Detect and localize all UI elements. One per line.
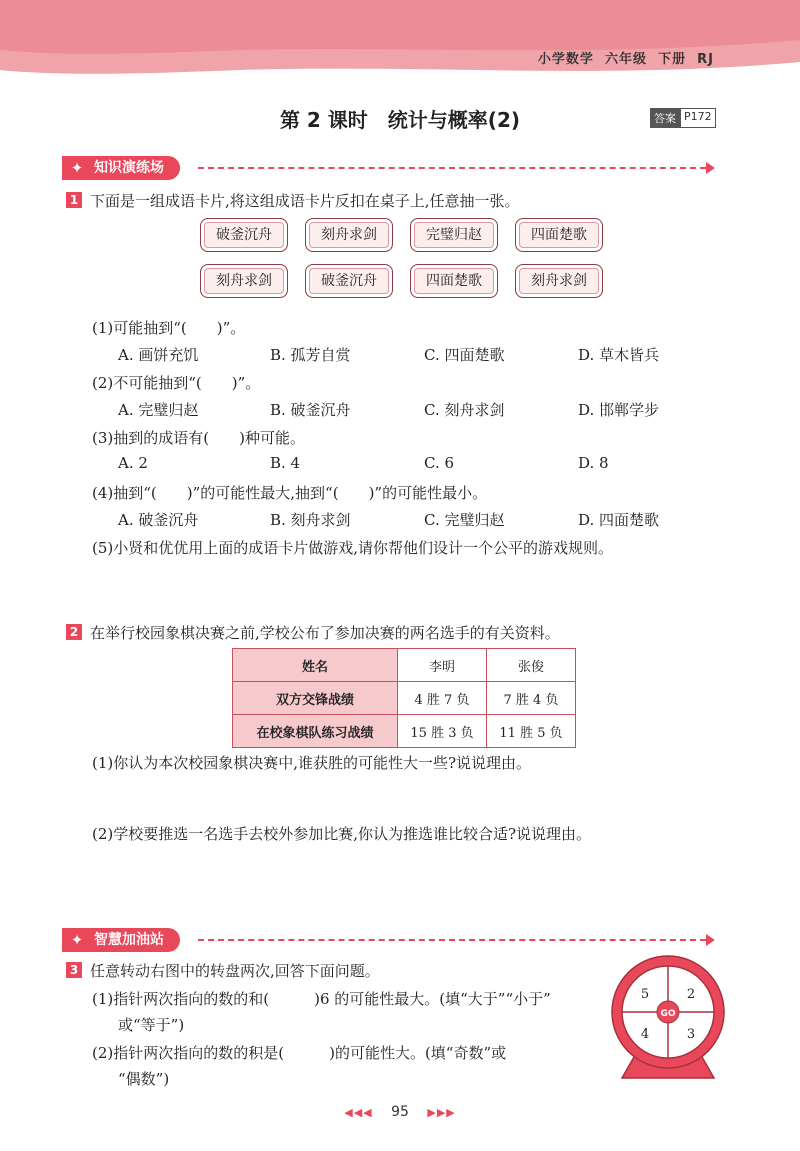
option-d: D. 四面楚歌 <box>578 511 660 529</box>
answer-reference <box>650 108 716 128</box>
q3-stem: 任意转动右图中的转盘两次,回答下面问题。 <box>90 962 380 980</box>
q2-sub1: (1)你认为本次校园象棋决赛中,谁获胜的可能性大一些?说说理由。 <box>92 754 532 772</box>
spinner-number: 5 <box>640 987 650 1002</box>
q3-sub2-line2: “偶数”) <box>118 1070 170 1088</box>
table-cell: 11 胜 5 负 <box>487 715 576 748</box>
spark-icon: ✦ <box>70 931 84 949</box>
question-number-2: 2 <box>66 624 82 640</box>
option-a: A. 破釜沉舟 <box>118 511 199 529</box>
header-grade: 六年级 <box>604 52 647 67</box>
option-a: A. 画饼充饥 <box>118 346 199 364</box>
question-number-3: 3 <box>66 962 82 978</box>
table-header-row <box>233 649 576 682</box>
page-number: 95 <box>391 1104 409 1120</box>
arrow-end-icon <box>706 934 715 946</box>
q1-sub1: (1)可能抽到“( )”。 <box>92 319 246 337</box>
header-edition: RJ <box>697 52 714 67</box>
q1-sub2: (2)不可能抽到“( )”。 <box>92 374 261 392</box>
idiom-card: 四面楚歌 <box>410 264 498 298</box>
q1-sub5: (5)小贤和优优用上面的成语卡片做游戏,请你帮他们设计一个公平的游戏规则。 <box>92 539 614 557</box>
table-cell: 在校象棋队练习战绩 <box>233 715 398 748</box>
option-a: A. 完璧归赵 <box>118 401 199 419</box>
answer-label: 答案 <box>650 108 680 128</box>
q3-sub1-line2: 或“等于”) <box>118 1016 185 1034</box>
table-row <box>233 682 576 715</box>
player-stats-table <box>232 648 576 748</box>
question-number-1: 1 <box>66 192 82 208</box>
q1-stem: 下面是一组成语卡片,将这组成语卡片反扣在桌子上,任意抽一张。 <box>90 192 520 210</box>
q3-sub1-line1: (1)指针两次指向的数的和( )6 的可能性最大。(填“大于”“小于” <box>92 990 551 1008</box>
idiom-card: 四面楚歌 <box>515 218 603 252</box>
spinner-number: 4 <box>640 1027 650 1042</box>
table-cell: 4 胜 7 负 <box>398 682 487 715</box>
spinner-number: 3 <box>686 1027 696 1042</box>
section-knowledge-tag <box>62 156 180 180</box>
option-c: C. 6 <box>424 454 455 472</box>
table-header-cell: 李明 <box>398 649 487 682</box>
q1-sub3: (3)抽到的成语有( )种可能。 <box>92 429 305 447</box>
section-divider <box>198 939 706 941</box>
table-cell: 7 胜 4 负 <box>487 682 576 715</box>
option-c: C. 四面楚歌 <box>424 346 505 364</box>
idiom-card: 完璧归赵 <box>410 218 498 252</box>
header-subject: 小学数学 <box>537 52 594 67</box>
q1-sub4: (4)抽到“( )”的可能性最大,抽到“( )”的可能性最小。 <box>92 484 488 502</box>
table-header-cell: 姓名 <box>233 649 398 682</box>
idiom-card: 刻舟求剑 <box>200 264 288 298</box>
page-footer <box>0 1104 800 1120</box>
idiom-card: 刻舟求剑 <box>305 218 393 252</box>
idiom-card: 刻舟求剑 <box>515 264 603 298</box>
lesson-title: 第 2 课时 统计与概率(2) <box>279 108 521 132</box>
option-c: C. 完璧归赵 <box>424 511 505 529</box>
section-wisdom-label: 智慧加油站 <box>94 932 164 948</box>
section-knowledge-label: 知识演练场 <box>94 160 164 176</box>
answer-page: P172 <box>680 108 716 128</box>
spinner-center-label: GO <box>660 1009 676 1019</box>
table-header-cell: 张俊 <box>487 649 576 682</box>
q3-sub2-line1: (2)指针两次指向的数的积是( )的可能性大。(填“奇数”或 <box>92 1044 507 1062</box>
spark-icon: ✦ <box>70 159 84 177</box>
top-banner <box>0 0 800 80</box>
option-a: A. 2 <box>118 454 148 472</box>
idiom-card: 破釜沉舟 <box>305 264 393 298</box>
q2-sub2: (2)学校要推选一名选手去校外参加比赛,你认为推选谁比较合适?说说理由。 <box>92 825 592 843</box>
idiom-card: 破釜沉舟 <box>200 218 288 252</box>
table-cell: 双方交锋战绩 <box>233 682 398 715</box>
option-d: D. 邯郸学步 <box>578 401 660 419</box>
option-b: B. 4 <box>270 454 301 472</box>
section-wisdom-tag <box>62 928 180 952</box>
header-info <box>538 48 714 67</box>
next-arrows-icon: ▶▶▶ <box>427 1106 456 1119</box>
section-divider <box>198 167 706 169</box>
option-b: B. 刻舟求剑 <box>270 511 351 529</box>
prev-arrows-icon: ◀◀◀ <box>344 1106 373 1119</box>
q2-stem: 在举行校园象棋决赛之前,学校公布了参加决赛的两名选手的有关资料。 <box>90 624 560 642</box>
header-volume: 下册 <box>658 52 687 67</box>
option-b: B. 破釜沉舟 <box>270 401 351 419</box>
spinner-number: 2 <box>686 987 696 1002</box>
option-d: D. 草木皆兵 <box>578 346 660 364</box>
spinner-wheel <box>608 950 728 1082</box>
table-cell: 15 胜 3 负 <box>398 715 487 748</box>
option-d: D. 8 <box>578 454 609 472</box>
option-b: B. 孤芳自赏 <box>270 346 351 364</box>
arrow-end-icon <box>706 162 715 174</box>
table-row <box>233 715 576 748</box>
option-c: C. 刻舟求剑 <box>424 401 505 419</box>
